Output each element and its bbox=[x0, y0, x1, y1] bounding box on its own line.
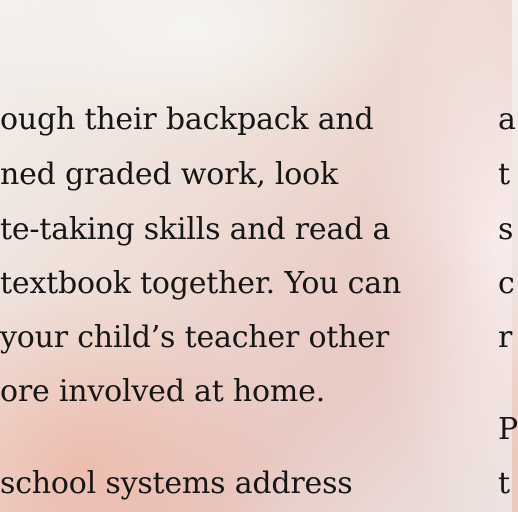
text-line-fragment: a bbox=[498, 102, 516, 137]
text-line: te-taking skills and read a bbox=[0, 212, 391, 247]
text-line: textbook together. You can bbox=[0, 266, 402, 301]
text-line-fragment: t bbox=[498, 466, 510, 501]
text-line: ore involved at home. bbox=[0, 374, 326, 409]
right-text-column bbox=[486, 0, 518, 512]
text-line-fragment: s bbox=[498, 212, 514, 247]
text-line: your child’s teacher other bbox=[0, 320, 389, 355]
text-line: school systems address bbox=[0, 466, 353, 501]
text-line-fragment: c bbox=[498, 266, 515, 301]
text-line: ned graded work, look bbox=[0, 157, 338, 192]
text-line-fragment: t bbox=[498, 157, 510, 192]
text-line: ough their backpack and bbox=[0, 102, 374, 137]
text-line-fragment: r bbox=[498, 320, 513, 355]
text-line-fragment: P bbox=[498, 412, 518, 447]
